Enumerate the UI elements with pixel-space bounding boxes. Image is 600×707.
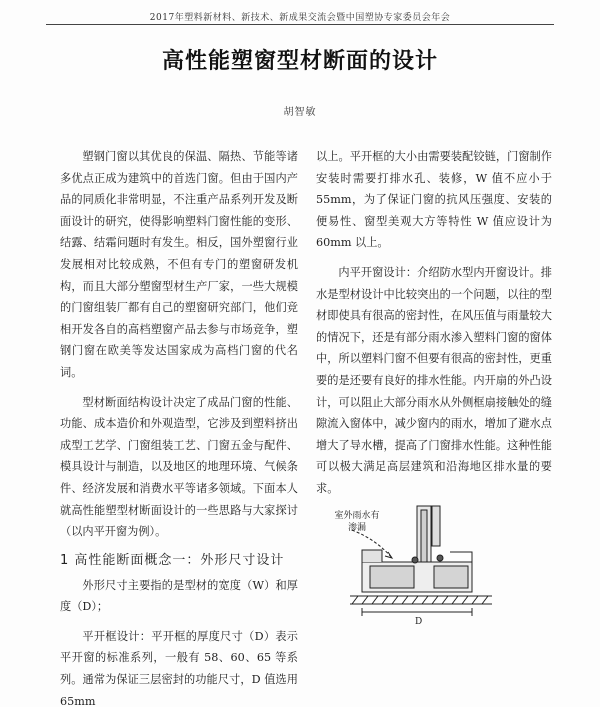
window-profile-figure <box>322 500 512 630</box>
dimension-label: D <box>415 617 423 627</box>
paragraph: 内平开窗设计：介绍防水型内开窗设计。排水是型材设计中比较突出的一个问题，以往的型材即使具有很高的密封性，在风压值与雨量较大的情况下，还是有部分雨水渗入塑料门窗的窗体中，所以塑料门窗不但要有很高的密封性，更重要的是还要有良好的排水性能。内开扇的外凸设计，可以阻止大部分雨水从外侧框扇接触处的缝隙流入窗体中，减少窗内的雨水，增加了避水点增大了导水槽，提高了门窗排水性能。这种性能可以极大满足高层建筑和沿海地区排水量的要求。 <box>316 265 552 495</box>
figure-annotation: 室外雨水有渗漏 <box>334 511 380 533</box>
right-column <box>316 146 552 500</box>
header-rule <box>46 24 554 25</box>
left-column <box>60 146 298 707</box>
section-heading: 1 高性能断面概念一：外形尺寸设计 <box>60 552 285 568</box>
article-title: 高性能塑窗型材断面的设计 <box>161 49 438 74</box>
paragraph: 型材断面结构设计决定了成品门窗的性能、功能、成本造价和外观造型，它涉及到塑料挤出成型工艺学、门窗组装工艺、门窗五金与配件、模具设计与制造，以及地区的地理环境、气候条件、经济发展和消费水平等诸多领域。下面本人就高性能塑型材断面设计的一些思路与大家探讨（以内平开窗为例）。 <box>60 395 298 539</box>
paragraph: 平开框设计：平开框的厚度尺寸（D）表示平开窗的标准系列，一般有 58、60、65 等系列。通常为保证三层密封的功能尺寸，D 值选用 65mm <box>60 629 298 707</box>
paragraph: 外形尺寸主要指的是型材的宽度（W）和厚度（D）； <box>60 578 298 614</box>
paragraph: 塑钢门窗以其优良的保温、隔热、节能等诸多优点正成为建筑中的首选门窗。但由于国内产品的同质化非常明显，不注重产品系列开发及断面设计的研究，使得影响塑料门窗性能的变形、结露、结霜问题时有发生。相反，国外塑窗行业发展相对比较成熟，不但有专门的塑窗研发机构，而且大部分塑窗型材生产厂家，一些大规模的门窗组装厂都有自己的塑窗研究部门，他们竞相开发各自的高档塑窗产品去参与市场竞争，塑钢门窗在欧美等发达国家成为高档门窗的代名词。 <box>60 150 298 379</box>
paragraph: 以上。平开框的大小由需要装配铰链，门窗制作安装时需要打排水孔、装修，W 值不应小于 55mm，为了保证门窗的抗风压强度、安装的便易性、窗型美观大方等特性 W 值应设计为 60mm 以上。 <box>316 150 552 250</box>
running-header: 2017年塑料新材料、新技术、新成果交流会暨中国塑协专家委员会年会 <box>149 13 451 23</box>
article-author: 胡智敏 <box>283 107 317 118</box>
